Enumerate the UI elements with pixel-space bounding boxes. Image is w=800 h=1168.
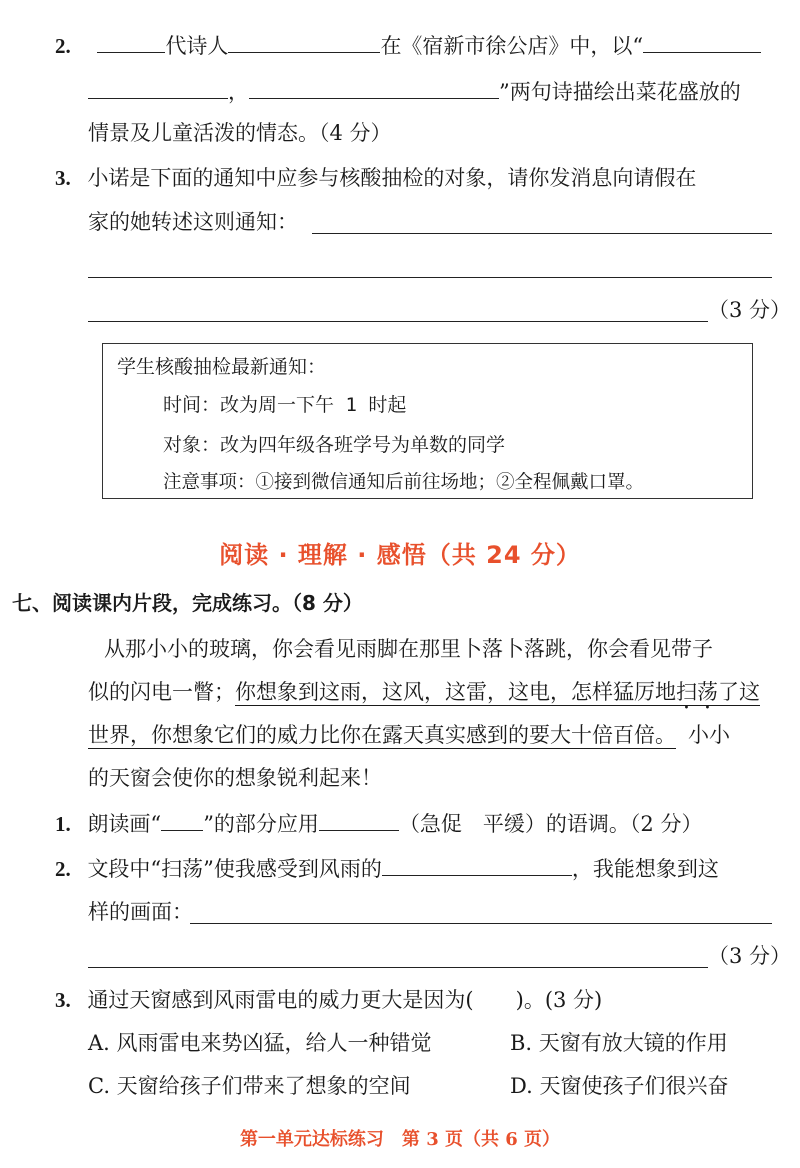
q7-dotted-char-dang: 荡 <box>697 680 718 704</box>
q2-line-1 <box>55 30 761 61</box>
q7-passage-2b: 你想象到这雨，这风，这雷，这电，怎样猛厉地 <box>235 680 676 704</box>
q7-2-blank-feeling[interactable] <box>382 853 572 876</box>
q2-blank-verse-1b[interactable] <box>88 76 228 99</box>
q3-number: 3. <box>55 166 71 190</box>
q7-dotted-char-sao: 扫 <box>676 680 697 704</box>
q2-text-poet: 代诗人 <box>165 34 229 58</box>
q7-3-number: 3. <box>55 988 71 1012</box>
q7-3-option-c[interactable]: C. 天窗给孩子们带来了想象的空间 <box>88 1074 411 1098</box>
q2-blank-verse-1a[interactable] <box>643 30 761 53</box>
q7-1-blank-mark[interactable] <box>161 808 203 831</box>
notice-box <box>102 343 753 499</box>
q7-1-text-3: （急促 平缓）的语调。（2 分） <box>398 812 703 836</box>
q3-line-1 <box>55 163 696 193</box>
q7-passage-underlined-2: 世界，你想象它们的威力比你在露天真实感到的要大十倍百倍。 <box>88 723 676 747</box>
q3-answer-line-3[interactable] <box>88 321 708 322</box>
notice-time: 时间：改为周一下午 1 时起 <box>163 394 407 416</box>
q7-3-option-a[interactable]: A. 风雨雷电来势凶猛，给人一种错觉 <box>88 1031 432 1055</box>
q7-3-option-b[interactable]: B. 天窗有放大镜的作用 <box>510 1031 728 1055</box>
notice-note: 注意事项：①接到微信通知后前往场地；②全程佩戴口罩。 <box>163 472 645 493</box>
q7-passage-line-3 <box>88 720 730 750</box>
q7-2-text-1: 文段中“扫荡”使我感受到风雨的 <box>87 857 382 881</box>
q7-passage-line-1: 从那小小的玻璃，你会看见雨脚在那里卜落卜落跳，你会看见带子 <box>104 637 713 661</box>
q7-passage-line-2 <box>88 677 760 707</box>
q2-text-describe: ”两句诗描绘出菜花盛放的 <box>499 80 741 104</box>
q7-passage-underlined-1 <box>235 680 760 704</box>
notice-title: 学生核酸抽检最新通知： <box>117 356 327 378</box>
q7-passage-2d: 了这 <box>718 680 760 704</box>
q2-line-3: 情景及儿童活泼的情态。（4 分） <box>88 121 392 145</box>
q7-2-answer-line-1[interactable] <box>190 923 772 924</box>
q7-passage-3b: 小小 <box>688 723 730 747</box>
q7-1-text-2: ”的部分应用 <box>203 812 319 836</box>
q2-blank-poet[interactable] <box>228 30 380 53</box>
q2-blank-verse-2[interactable] <box>249 76 499 99</box>
q3-score: （3 分） <box>708 298 792 322</box>
q3-answer-line-2[interactable] <box>88 277 772 278</box>
q3-text-1: 小诺是下面的通知中应参与核酸抽检的对象，请你发消息向请假在 <box>87 166 697 190</box>
q7-2-line-1 <box>55 853 719 884</box>
q7-3-option-d[interactable]: D. 天窗使孩子们很兴奋 <box>510 1074 729 1098</box>
q3-answer-line-1[interactable] <box>312 233 772 234</box>
q7-2-text-2: ，我能想象到这 <box>571 857 719 881</box>
q7-heading: 七、阅读课内片段，完成练习。（8 分） <box>12 591 363 615</box>
section-title: 阅读 · 理解 · 感悟（共 24 分） <box>219 541 581 569</box>
q7-1-blank-tone[interactable] <box>319 808 399 831</box>
q7-passage-line-4: 的天窗会使你的想象锐利起来！ <box>88 766 382 790</box>
q3-text-2: 家的她转述这则通知： <box>88 210 298 234</box>
q2-text-title: 在《宿新市徐公店》中，以“ <box>380 34 644 58</box>
q2-line-2 <box>88 76 741 107</box>
q7-1-number: 1. <box>55 812 71 836</box>
q7-2-line-2: 样的画面： <box>88 900 193 924</box>
q7-passage-2a: 似的闪电一瞥； <box>88 680 235 704</box>
q7-3-line <box>55 985 602 1015</box>
q7-1-text-1: 朗读画“ <box>87 812 162 836</box>
q2-blank-dynasty[interactable] <box>97 30 165 53</box>
page-footer: 第一单元达标练习 第 3 页（共 6 页） <box>239 1129 561 1150</box>
q3-line-2 <box>88 207 298 237</box>
q7-1-line <box>55 808 702 839</box>
q2-comma: ， <box>228 80 249 104</box>
q7-3-text: 通过天窗感到风雨雷电的威力更大是因为( )。(3 分) <box>87 988 603 1012</box>
notice-target: 对象：改为四年级各班学号为单数的同学 <box>163 434 506 456</box>
q7-2-number: 2. <box>55 857 71 881</box>
q7-2-score: （3 分） <box>708 944 792 968</box>
q2-number: 2. <box>55 34 71 58</box>
q7-2-answer-line-2[interactable] <box>88 967 708 968</box>
